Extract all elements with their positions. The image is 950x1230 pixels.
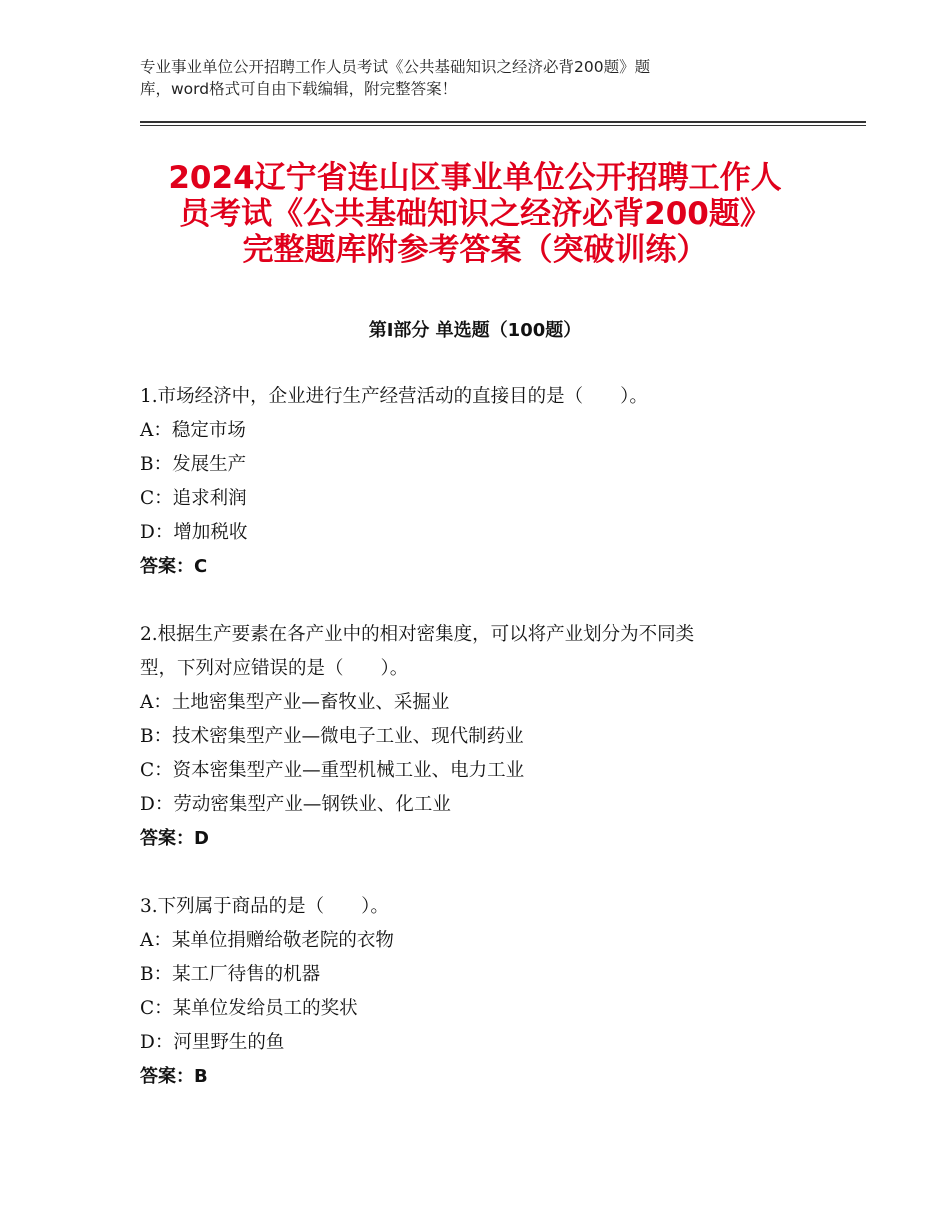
title-line-3: 完整题库附参考答案（突破训练） xyxy=(242,232,708,268)
header-divider-thick xyxy=(140,121,866,123)
document-title xyxy=(100,160,850,268)
section-title: 第Ⅰ部分 单选题（100题） xyxy=(368,320,582,341)
option-c: C：某单位发给员工的奖状 xyxy=(140,998,358,1019)
option-a: A：某单位捐赠给敬老院的衣物 xyxy=(140,930,394,951)
question-list xyxy=(140,380,810,1128)
option-a: A：稳定市场 xyxy=(140,420,246,441)
header-note-line-2: 库，word格式可自由下载编辑，附完整答案！ xyxy=(140,80,458,98)
question-stem-line-1: 2.根据生产要素在各产业中的相对密集度，可以将产业划分为不同类 xyxy=(140,624,695,645)
option-b: B：某工厂待售的机器 xyxy=(140,964,321,985)
answer-label: 答案：B xyxy=(140,1066,208,1087)
option-a: A：土地密集型产业—畜牧业、采掘业 xyxy=(140,692,450,713)
question-1 xyxy=(140,380,810,584)
header-divider-thin xyxy=(140,125,866,126)
question-stem: 1.市场经济中，企业进行生产经营活动的直接目的是（ ）。 xyxy=(140,386,648,407)
title-line-1: 2024辽宁省连山区事业单位公开招聘工作人 xyxy=(168,160,782,196)
header-note-line-1: 专业事业单位公开招聘工作人员考试《公共基础知识之经济必背200题》题 xyxy=(140,58,651,76)
option-c: C：资本密集型产业—重型机械工业、电力工业 xyxy=(140,760,525,781)
question-3 xyxy=(140,890,810,1094)
option-d: D：劳动密集型产业—钢铁业、化工业 xyxy=(140,794,451,815)
title-line-2: 员考试《公共基础知识之经济必背200题》 xyxy=(179,196,771,232)
answer-label: 答案：C xyxy=(140,556,208,577)
option-b: B：发展生产 xyxy=(140,454,247,475)
option-d: D：河里野生的鱼 xyxy=(140,1032,285,1053)
answer-label: 答案：D xyxy=(140,828,209,849)
question-stem-line-2: 型，下列对应错误的是（ ）。 xyxy=(140,658,409,679)
option-b: B：技术密集型产业—微电子工业、现代制药业 xyxy=(140,726,524,747)
header-note xyxy=(140,56,780,100)
question-2 xyxy=(140,618,810,856)
option-c: C：追求利润 xyxy=(140,488,247,509)
question-stem: 3.下列属于商品的是（ ）。 xyxy=(140,896,389,917)
option-d: D：增加税收 xyxy=(140,522,248,543)
